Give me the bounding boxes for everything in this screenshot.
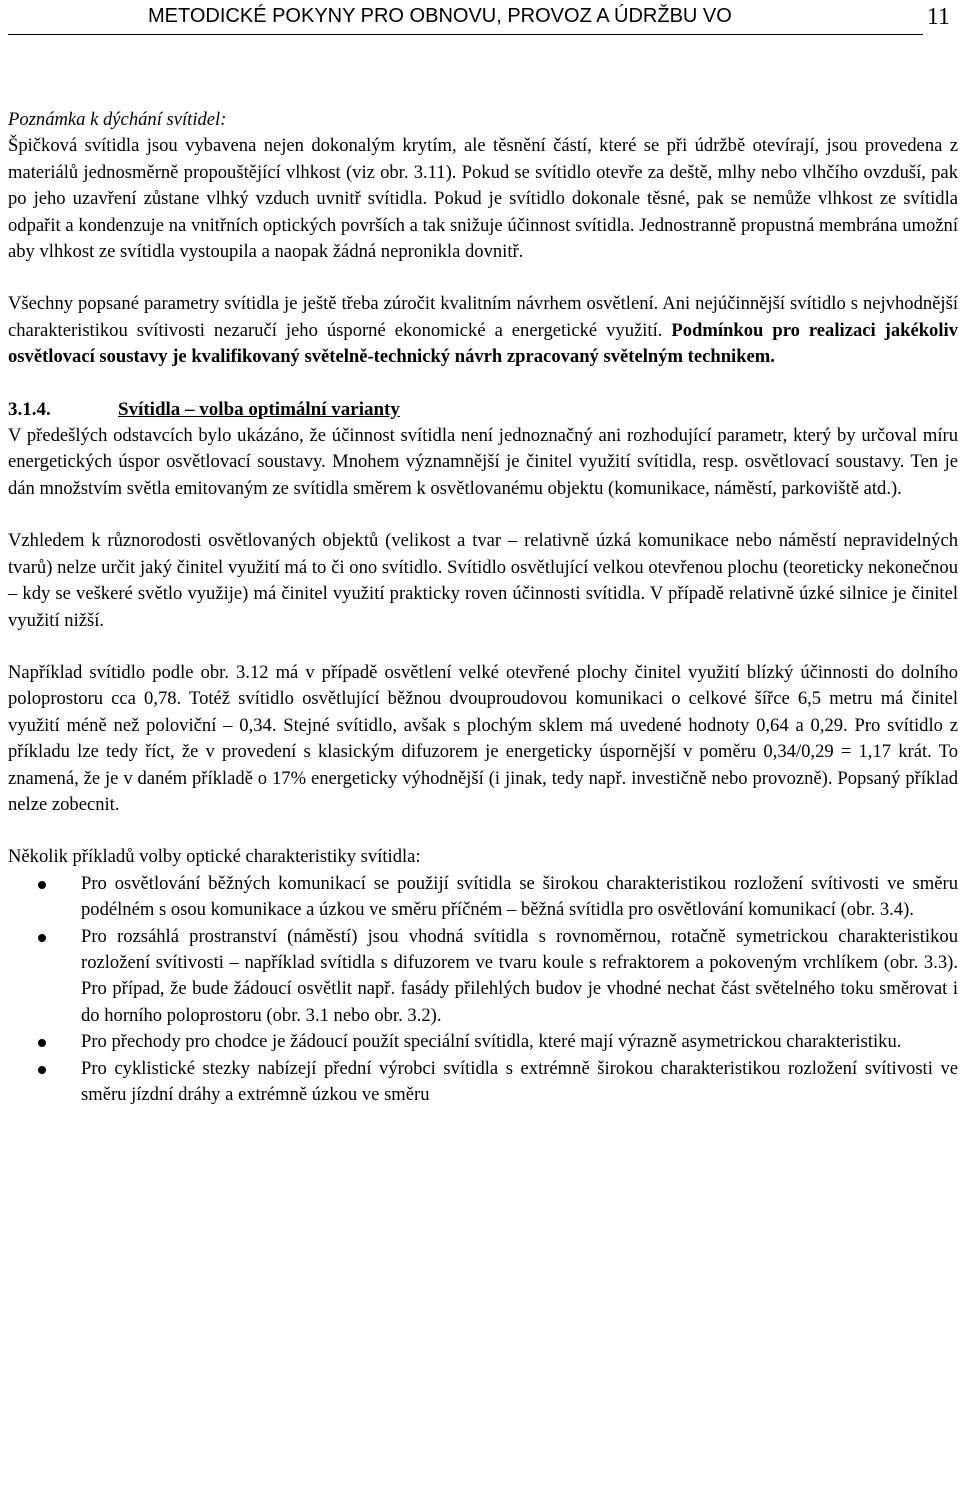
list-item [8,871,958,924]
list-item-text: Pro přechody pro chodce je žádoucí použít speciální svítidla, které mají výrazně asymetrickou charakteristiku. [81,1031,902,1053]
page-header [8,0,960,34]
section-intro: V předešlých odstavcích bylo ukázáno, že účinnost svítidla není jednoznačný ani rozhodující parametr, který by určoval míru energetických úspor osvětlovací soustavy. Mnohem významnější je činitel využití svítidla, resp. osvětlovací soustavy. Ten je dán množstvím světla emitovaným ze svítidla směrem k osvětlovanému objektu (komunikace, náměstí, parkoviště atd.). [8,425,958,499]
header-title: METODICKÉ POKYNY PRO OBNOVU, PROVOZ A ÚDRŽBU VO [148,5,732,27]
parameters-text: Všechny popsané parametry svítidla je ještě třeba zúročit kvalitním návrhem osvětlení. Ani nejúčinnější svítidlo s nejvhodnější charakteristikou svítivosti nezaručí jeho úsporné ekonomické a energetické využití. [8,293,958,341]
list-item [8,1029,958,1055]
list-item [8,924,958,1030]
parameters-paragraph [8,291,958,370]
list-intro: Několik příkladů volby optické charakteristiky svítidla: [8,846,421,868]
list-item-text: Pro cyklistické stezky nabízejí přední výrobci svítidla s extrémně širokou charakteristikou rozložení svítivosti ve směru jízdní dráhy a extrémně úzkou ve směru [81,1057,958,1105]
bullet-icon [38,1066,46,1074]
section-number: 3.1.4. [8,398,51,420]
bullet-icon [38,1039,46,1047]
list-item-text: Pro rozsáhlá prostranství (náměstí) jsou vhodná svítidla s rovnoměrnou, rotačně symetrickou charakteristikou rozložení svítivosti – například svítidla s difuzorem ve tvaru koule s refraktorem a pokoveným vrchlíkem (obr. 3.3). Pro případ, že bude žádoucí osvětlit např. fasády přilehlých budov je vhodné nechat část světelného toku směrovat i do horního poloprostoru (obr. 3.1 nebo obr. 3.2). [81,925,958,1026]
note-heading: Poznámka k dýchání svítidel: [8,109,227,130]
list-item [8,1056,958,1109]
header-rule [8,34,923,35]
page-content [8,107,958,1108]
section-heading [8,397,958,423]
section-title: Svítidla – volba optimální varianty [118,398,400,420]
example-paragraph: Například svítidlo podle obr. 3.12 má v případě osvětlení velké otevřené plochy činitel využití blízký účinnosti do dolního poloprostoru cca 0,78. Totéž svítidlo osvětlující běžnou dvouproudovou komunikaci o celkové šířce 6,5 metru má činitel využití méně než poloviční – 0,34. Stejné svítidlo, avšak s plochým sklem má uvedené hodnoty 0,64 a 0,29. Pro svítidlo z příkladu lze tedy říct, že v provedení s klasickým difuzorem je energeticky úspornější v poměru 0,34/0,29 = 1,17 krát. To znamená, že je v daném příkladě o 17% energeticky výhodnější (i jinak, tedy např. investičně nebo provozně). Popsaný příklad nelze zobecnit. [8,661,958,815]
parameters-bold-text: Podmínkou pro realizaci jakékoliv osvětlovací soustavy je kvalifikovaný světelně-technický návrh zpracovaný světelným technikem. [8,319,958,368]
bullet-icon [38,881,46,889]
bullet-list [8,871,958,1109]
objects-paragraph: Vzhledem k různorodosti osvětlovaných objektů (velikost a tvar – relativně úzká komunikace nebo náměstí nepravidelných tvarů) nelze určit jaký činitel využití má to či ono svítidlo. Svítidlo osvětlující velkou otevřenou plochu (teoreticky nekonečnou – kdy se veškeré světlo využije) má činitel využití prakticky roven účinnosti svítidla. V případě relativně úzké silnice je činitel využití nižší. [8,530,958,631]
bullet-icon [38,934,46,942]
page-number: 11 [926,4,950,30]
note-text: Špičková svítidla jsou vybavena nejen dokonalým krytím, ale těsnění částí, které se při údržbě otevírají, jsou provedena z materiálů jednosměrně propouštějící vlhkost (viz obr. 3.11). Pokud se svítidlo otevře za deště, mlhy nebo vlhčího ovzduší, pak po jeho uzavření zůstane vlhký vzduch uvnitř svítidla. Pokud je svítidlo dokonale těsné, pak se nemůže vlhkost ze svítidla odpařit a kondenzuje na vnitřních optických površích a tak snižuje účinnost svítidla. Jednostranně propustná membrána umožní aby vlhkost ze svítidla vystoupila a naopak žádná nepronikla dovnitř. [8,135,958,263]
list-item-text: Pro osvětlování běžných komunikací se použijí svítidla se širokou charakteristikou rozložení svítivosti ve směru podélném s osou komunikace a úzkou ve směru příčném – běžná svítidla pro osvětlování komunikací (obr. 3.4). [81,872,958,921]
